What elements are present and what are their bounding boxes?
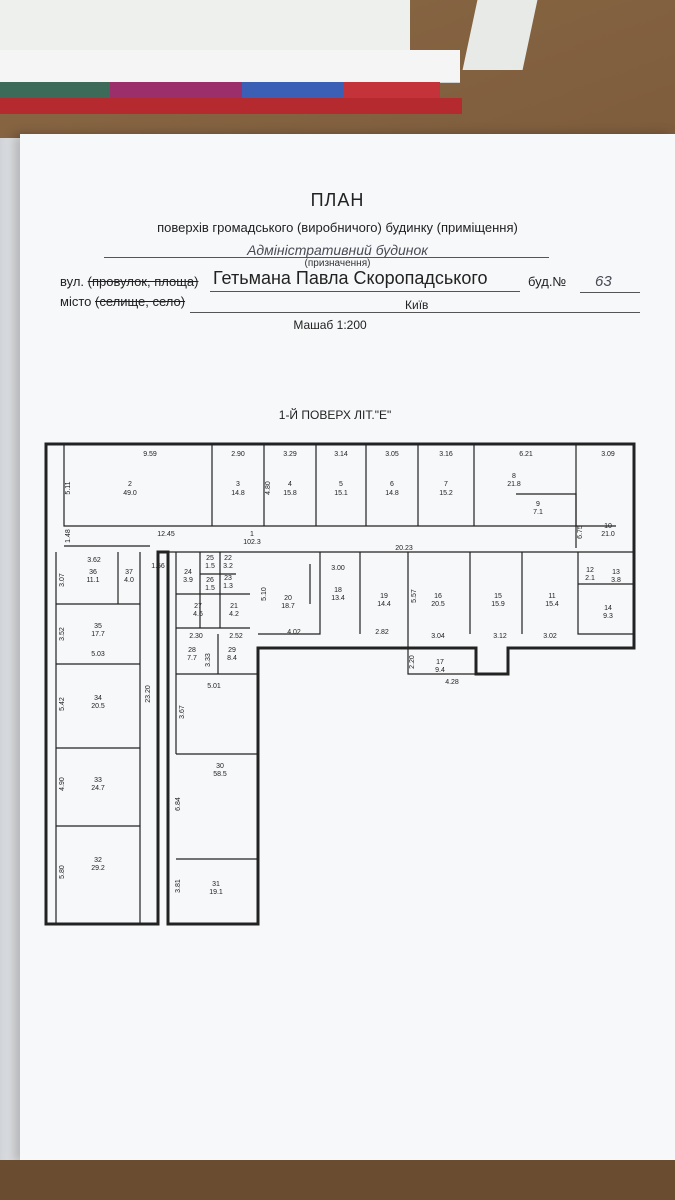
room-label: 15 (494, 593, 502, 600)
house-label: буд.№ (528, 274, 567, 289)
dimension-label: 6.84 (175, 797, 182, 811)
room-area: 9.4 (435, 667, 445, 674)
room-area: 15.1 (334, 490, 348, 497)
room-label: 35 (94, 623, 102, 630)
dimension-label: 3.16 (439, 451, 453, 458)
middle-sheet (0, 50, 460, 83)
dimension-label: 3.02 (543, 633, 557, 640)
dimension-label: 3.07 (59, 573, 66, 587)
dimension-label: 3.29 (283, 451, 297, 458)
dimension-label: 5.01 (207, 683, 221, 690)
room-area: 3.9 (183, 577, 193, 584)
dimension-label: 6.75 (577, 525, 584, 539)
room-label: 36 (89, 569, 97, 576)
document-subtitle: поверхів громадського (виробничого) будинку (приміщення) (157, 220, 518, 235)
dimension-label: 3.12 (493, 633, 507, 640)
dimension-label: 4.80 (265, 481, 272, 495)
floor-plan-drawing (20, 134, 675, 1164)
room-label: 4 (288, 481, 292, 488)
room-area: 4.6 (193, 611, 203, 618)
dimension-label: 9.59 (143, 451, 157, 458)
room-area: 20.5 (431, 601, 445, 608)
room-label: 12 (586, 567, 594, 574)
room-label: 3 (236, 481, 240, 488)
outer-walls (46, 444, 634, 924)
room-label: 26 (206, 577, 214, 584)
room-area: 49.0 (123, 490, 137, 497)
room-area: 15.8 (283, 490, 297, 497)
dimension-label: 3.09 (601, 451, 615, 458)
room-label: 33 (94, 777, 102, 784)
room-area: 1.5 (205, 563, 215, 570)
street-prefix: вул. (60, 274, 85, 289)
dimension-label: 1.56 (151, 563, 165, 570)
dimension-label: 2.90 (231, 451, 245, 458)
room-label: 28 (188, 647, 196, 654)
room-label: 8 (512, 473, 516, 480)
city-struck-options: (селище, село) (95, 294, 186, 309)
house-number: 63 (595, 273, 612, 290)
room-label: 11 (548, 593, 556, 600)
dimension-labels (59, 451, 615, 893)
dimension-label: 2.30 (189, 633, 203, 640)
room-label: 29 (228, 647, 236, 654)
dimension-label: 12.45 (157, 531, 175, 538)
room-label: 6 (390, 481, 394, 488)
dimension-label: 5.57 (411, 589, 418, 603)
room-label: 14 (604, 605, 612, 612)
room-area: 15.9 (491, 601, 505, 608)
dimension-label: 3.04 (431, 633, 445, 640)
dimension-label: 5.10 (261, 587, 268, 601)
red-folder (0, 98, 462, 114)
dimension-label: 6.21 (519, 451, 533, 458)
room-area: 7.7 (187, 655, 197, 662)
room-area: 8.4 (227, 655, 237, 662)
dimension-label: 23.20 (145, 685, 152, 703)
room-area: 3.8 (611, 577, 621, 584)
room-label: 2 (128, 481, 132, 488)
city-prefix: місто (60, 294, 92, 309)
room-area: 9.3 (603, 613, 613, 620)
room-label: 25 (206, 555, 214, 562)
room-label: 27 (194, 603, 202, 610)
room-area: 20.5 (91, 703, 105, 710)
dimension-label: 3.67 (179, 705, 186, 719)
room-area: 4.0 (124, 577, 134, 584)
dimension-label: 4.02 (287, 629, 301, 636)
room-label: 19 (380, 593, 388, 600)
room-label: 30 (216, 763, 224, 770)
room-area: 21.0 (601, 531, 615, 538)
room-area: 58.5 (213, 771, 227, 778)
room-area: 4.2 (229, 611, 239, 618)
street-struck-options: (провулок, площа) (87, 274, 199, 289)
document-title: ПЛАН (310, 190, 365, 210)
room-area: 15.4 (545, 601, 559, 608)
room-area: 29.2 (91, 865, 105, 872)
room-label: 37 (125, 569, 133, 576)
room-label: 21 (230, 603, 238, 610)
room-label: 22 (224, 555, 232, 562)
street-name: Гетьмана Павла Скоропадського (213, 268, 488, 288)
desk-bottom (0, 1160, 675, 1200)
room-label: 31 (212, 881, 220, 888)
room-area: 3.2 (223, 563, 233, 570)
room-area: 14.8 (231, 490, 245, 497)
room-label: 32 (94, 857, 102, 864)
room-area: 15.2 (439, 490, 453, 497)
dimension-label: 20.23 (395, 545, 413, 552)
room-area: 14.8 (385, 490, 399, 497)
room-area: 2.1 (585, 575, 595, 582)
room-label: 9 (536, 501, 540, 508)
room-area: 1.3 (223, 583, 233, 590)
room-area: 19.1 (209, 889, 223, 896)
interior-walls (56, 444, 634, 924)
scale-label: Машаб 1:200 (293, 318, 367, 332)
room-area: 18.7 (281, 603, 295, 610)
dimension-label: 5.03 (91, 651, 105, 658)
paper-stack (0, 0, 470, 118)
room-label: 16 (434, 593, 442, 600)
room-area: 11.1 (86, 577, 100, 584)
room-area: 21.8 (507, 481, 521, 488)
room-label: 34 (94, 695, 102, 702)
dimension-label: 3.05 (385, 451, 399, 458)
room-area: 7.1 (533, 509, 543, 516)
room-label: 20 (284, 595, 292, 602)
dimension-label: 2.20 (409, 655, 416, 669)
building-purpose: Адміністративний будинок (247, 242, 428, 258)
dimension-label: 3.62 (87, 557, 101, 564)
room-area: 102.3 (243, 539, 261, 546)
room-label: 1 (250, 531, 254, 538)
city-name: Київ (405, 298, 429, 312)
building-outline (46, 444, 634, 924)
floor-title: 1-Й ПОВЕРХ ЛІТ."Е" (278, 408, 392, 422)
dimension-label: 2.52 (229, 633, 243, 640)
room-label: 17 (436, 659, 444, 666)
room-area: 24.7 (91, 785, 105, 792)
document-binding (0, 138, 22, 1168)
room-area: 17.7 (91, 631, 105, 638)
floor-plan-document (20, 134, 675, 1164)
dimension-label: 3.52 (59, 627, 66, 641)
dimension-label: 5.11 (65, 481, 72, 495)
dimension-label: 3.00 (331, 565, 345, 572)
room-area: 1.5 (205, 585, 215, 592)
dimension-label: 5.42 (59, 697, 66, 711)
room-label: 13 (612, 569, 620, 576)
room-label: 10 (604, 523, 612, 530)
room-label: 7 (444, 481, 448, 488)
room-area: 14.4 (377, 601, 391, 608)
room-label: 18 (334, 587, 342, 594)
room-label: 23 (224, 575, 232, 582)
dimension-label: 3.81 (175, 879, 182, 893)
dimension-label: 4.90 (59, 777, 66, 791)
room-label: 5 (339, 481, 343, 488)
dimension-label: 2.82 (375, 629, 389, 636)
purpose-caption: (призначення) (304, 258, 371, 269)
dimension-label: 5.80 (59, 865, 66, 879)
room-area: 13.4 (331, 595, 345, 602)
room-label: 24 (184, 569, 192, 576)
dimension-label: 4.28 (445, 679, 459, 686)
dimension-label: 1.48 (65, 529, 72, 543)
dimension-label: 3.14 (334, 451, 348, 458)
dimension-label: 3.33 (205, 653, 212, 667)
